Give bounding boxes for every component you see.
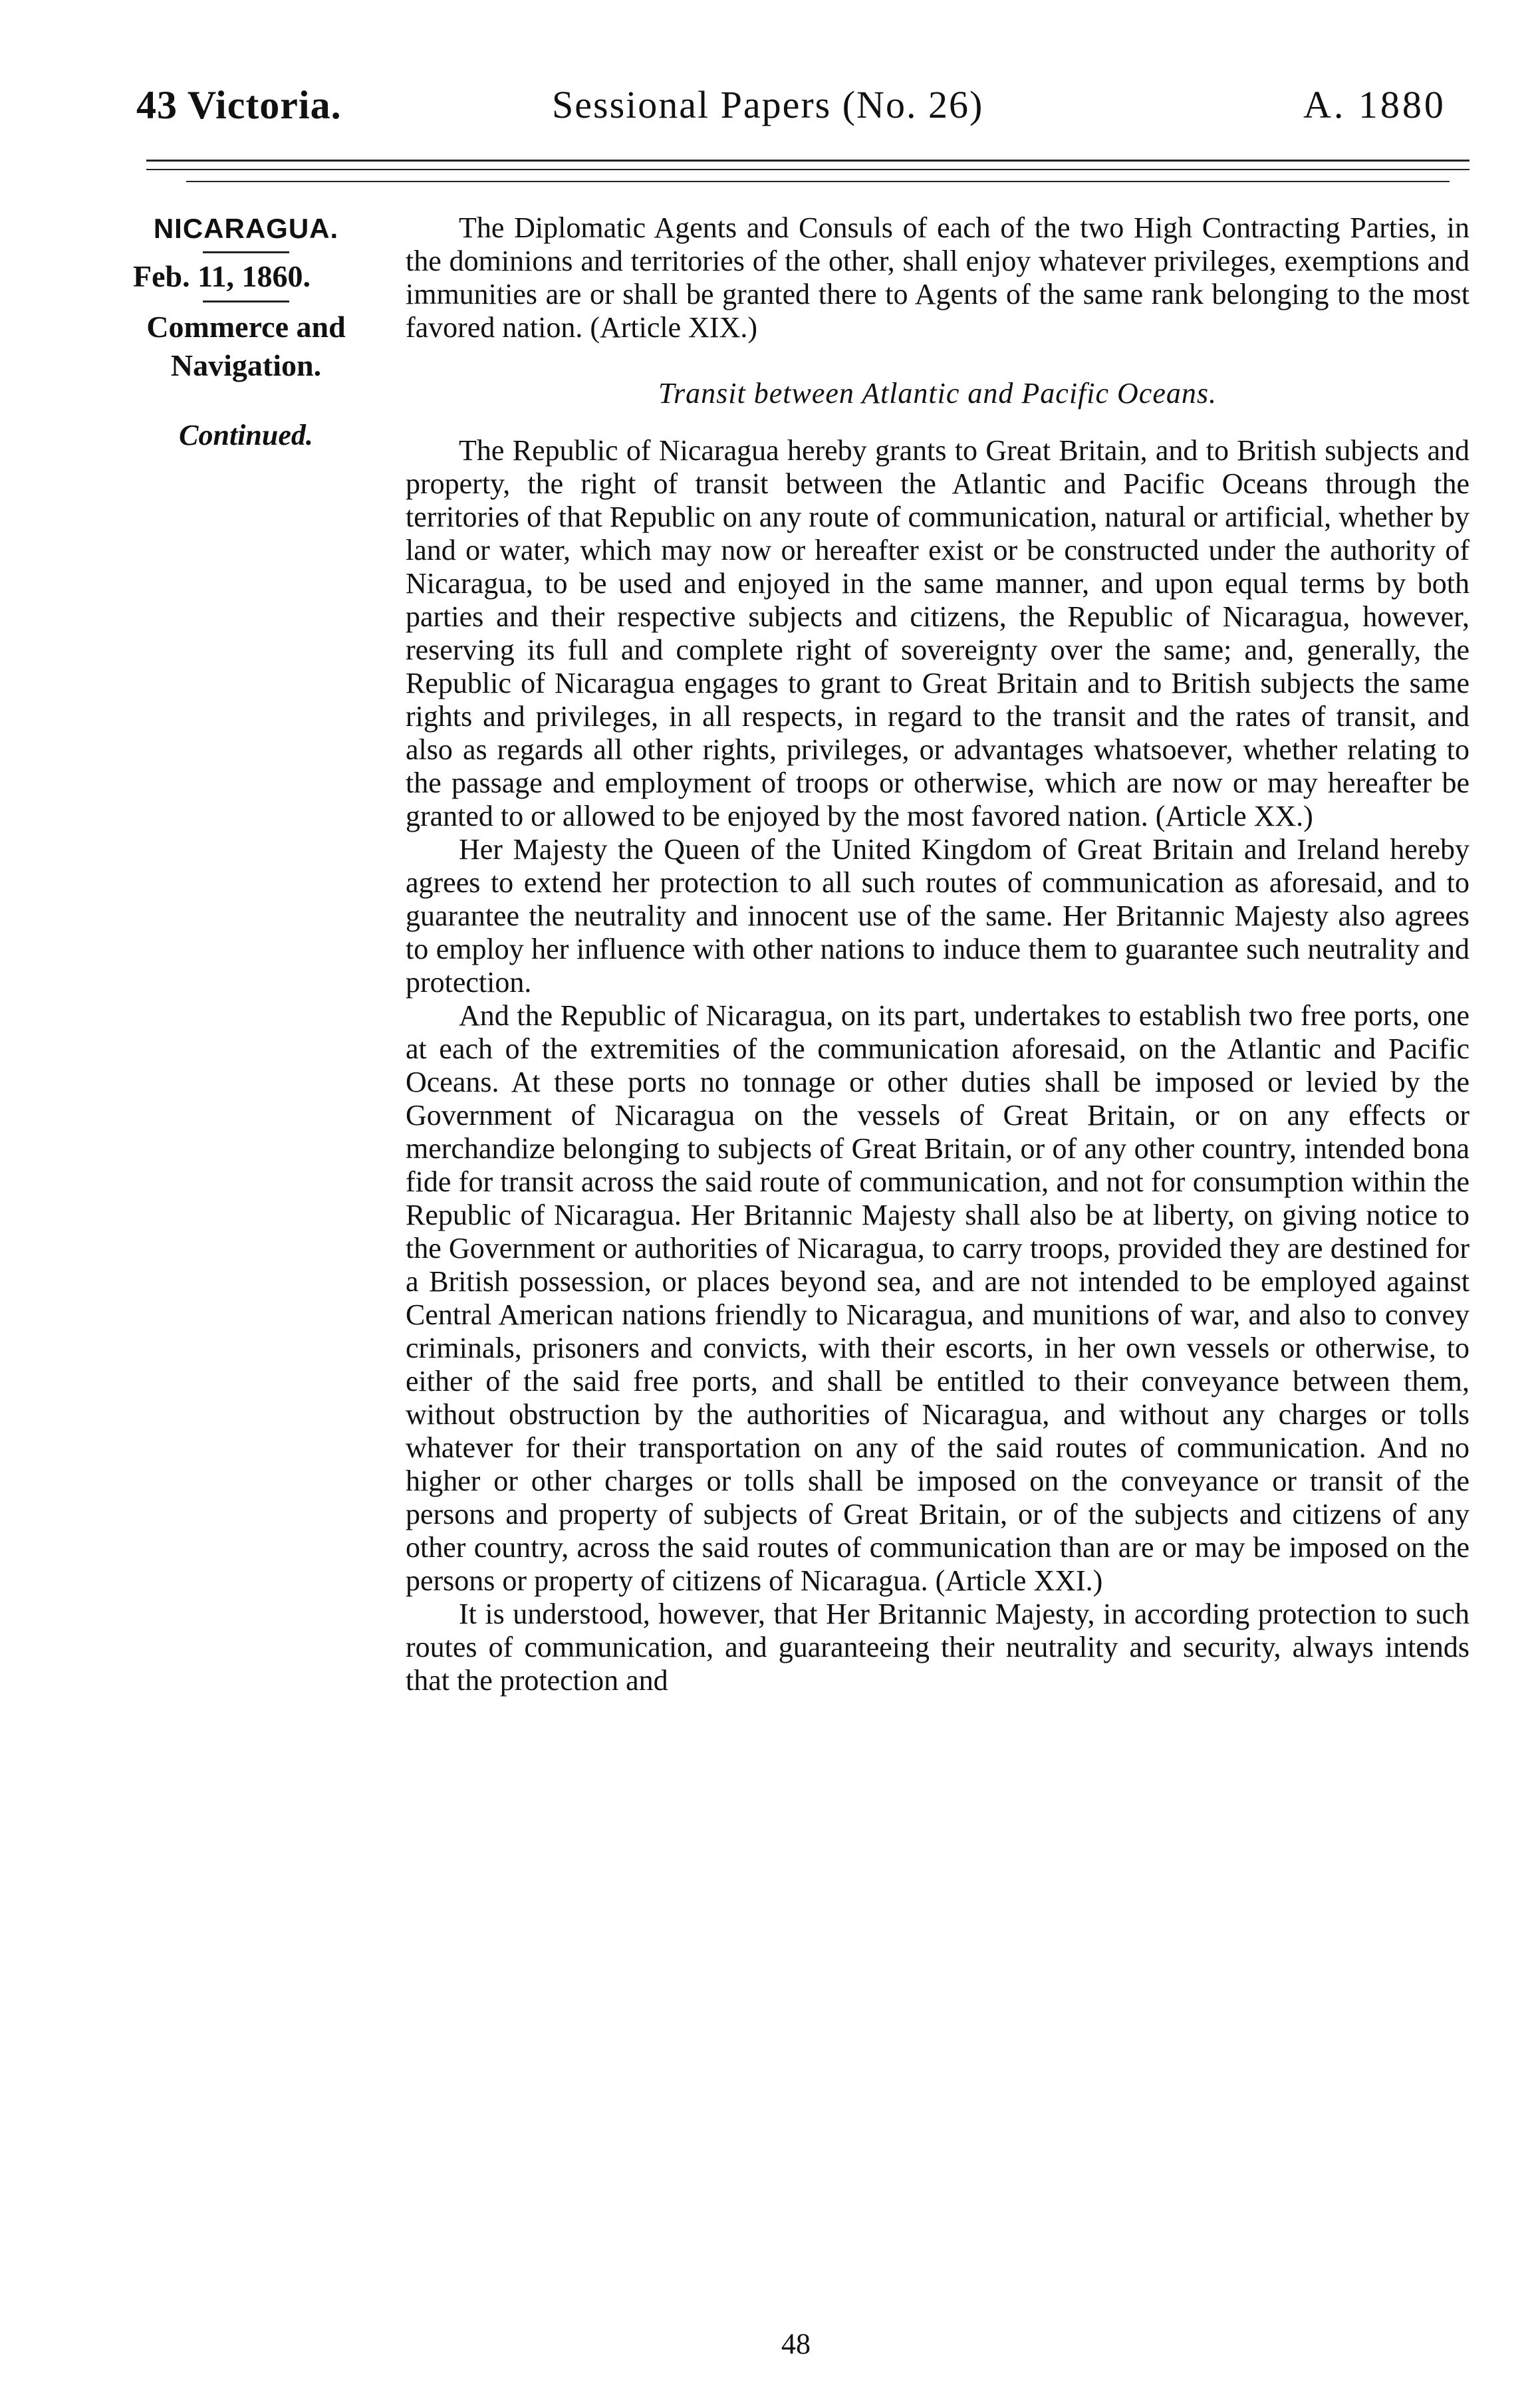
main-text [406, 211, 1469, 1697]
margin-rule-1 [203, 251, 289, 253]
margin-country: NICARAGUA. [153, 213, 339, 244]
margin-notes [100, 213, 392, 452]
paragraph-article-19: The Diplomatic Agents and Consuls of each of the two High Contracting Parties, in the dominions and territories of the other, shall enjoy whatever privileges, exemptions and immunities are or shall be granted there to Agents of the same rank belonging to the most favored nation. (Article XIX.) [406, 211, 1469, 344]
margin-subject: Commerce and Navigation. [146, 310, 346, 382]
header-rule-middle [146, 169, 1469, 170]
page-number: 48 [781, 2328, 811, 2360]
header-rule-top [146, 160, 1469, 162]
paragraph-article-21: And the Republic of Nicaragua, on its part, undertakes to establish two free ports, one at each of the extremities of the communication aforesaid, on the Atlantic and Pacific Oceans. At these ports no tonnage or other duties shall be imposed or levied by the Government of Nicaragua on the vessels of Great Britain, or on any effects or merchandize belonging to subjects of Great Britain, or of any other country, intended bona fide for transit across the said route of communication, and not for consumption within the Republic of Nicaragua. Her Britannic Majesty shall also be at liberty, on giving notice to the Government or authorities of Nicaragua, to carry troops, provided they are destined for a British possession, or places beyond sea, and are not intended to be employed against Central American nations friendly to Nicaragua, and munitions of war, and also to convey criminals, prisoners and convicts, with their escorts, in her own vessels or otherwise, to either of the said free ports, and shall be entitled to their conveyance between them, without obstruction by the authorities of Nicaragua, and without any charges or tolls whatever for their transportation on any of the said routes of communication. And no higher or other charges or tolls shall be imposed on the conveyance or transit of the persons and property of subjects of Great Britain, or of the subjects and citizens of any other country, across the said routes of communication than are or may be imposed on the persons or property of citizens of Nicaragua. (Article XXI.) [406, 999, 1469, 1597]
paragraph-protection: Her Majesty the Queen of the United Kingdom of Great Britain and Ireland hereby agrees to extend her protection to all such routes of communication as aforesaid, and to guarantee the neutrality and innocent use of the same. Her Britannic Majesty also agrees to employ her influence with other nations to induce them to guarantee such neutrality and protection. [406, 833, 1469, 999]
margin-rule-2 [203, 301, 289, 302]
paragraph-article-20: The Republic of Nicaragua hereby grants to Great Britain, and to British subjects and property, the right of transit between the Atlantic and Pacific Oceans through the territories of that Republic on any route of communication, natural or artificial, whether by land or water, which may now or hereafter exist or be constructed under the authority of Nicaragua, to be used and enjoyed in the same manner, and upon equal terms by both parties and their respective subjects and citizens, the Republic of Nicaragua, however, reserving its full and complete right of sovereignty over the same; and, generally, the Republic of Nicaragua engages to grant to Great Britain and to British subjects the same rights and privileges, in all respects, in regard to the transit and the rates of transit, and also as regards all other rights, privileges, or advantages whatsoever, whether relating to the passage and employment of troops or otherwise, which are now or may hereafter be granted to or allowed to be enjoyed by the most favored nation. (Article XX.) [406, 434, 1469, 832]
margin-continued: Continued. [179, 419, 313, 451]
page-header [0, 74, 1532, 134]
paragraph-understanding: It is understood, however, that Her Britannic Majesty, in according protection to such routes of communication, and guaranteeing their neutrality and security, always intends that the protection and [406, 1598, 1469, 1697]
sessional-papers-label: Sessional Papers (No. 26) [552, 83, 984, 126]
volume-label: 43 Victoria. [136, 83, 342, 127]
margin-date: Feb. 11, 1860. [133, 259, 311, 293]
year-label: A. 1880 [1303, 83, 1446, 126]
section-title: Transit between Atlantic and Pacific Oceans. [658, 377, 1217, 410]
header-rule-bottom [186, 181, 1450, 182]
